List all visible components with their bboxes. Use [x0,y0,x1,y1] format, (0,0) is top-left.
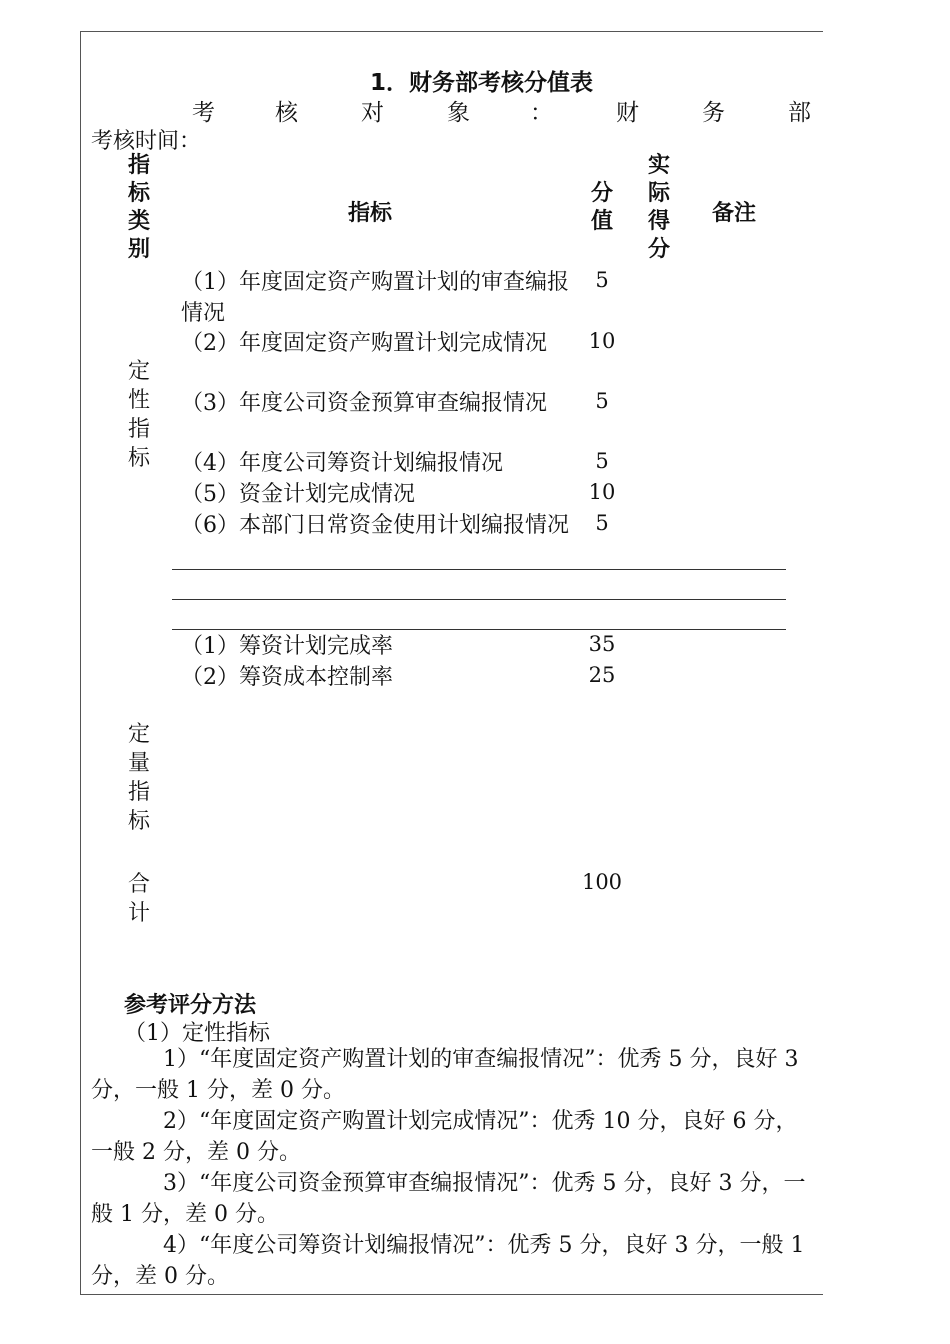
method-paragraph [91,1106,813,1168]
table-divider [172,599,786,600]
indicator-row: （3）年度公司资金预算审查编报情况 [181,391,547,416]
method-subheading: （1）定性指标 [124,1021,270,1046]
category-qualitative: 定性指标 [127,359,150,471]
page-title: 1．财务部考核分值表 [370,70,594,96]
subject-char: ： [530,100,553,126]
subject-char: 务 [702,100,725,126]
method-paragraph [91,1044,813,1106]
total-label: 合计 [127,872,150,926]
indicator-row: （1）年度固定资产购置计划的审查编报情况 [181,270,569,326]
method-paragraph-text: 1）“年度固定资产购置计划的审查编报情况”：优秀 5 分，良好 3 分，一般 1 分，差 0 分。 [91,1047,799,1103]
indicator-score: 5 [595,389,609,413]
subject-char: 象 [447,100,470,126]
header-actual-score: 实际得分 [647,153,670,262]
header-remark: 备注 [712,201,757,226]
method-paragraph [91,1230,813,1292]
subject-char: 部 [788,100,811,126]
indicator-score: 5 [595,449,609,473]
subject-char: 对 [361,100,384,126]
indicator-score: 10 [588,480,616,504]
method-paragraph [91,1168,813,1230]
header-score: 分值 [590,181,613,234]
indicator-score: 5 [595,268,609,292]
indicator-row: （6）本部门日常资金使用计划编报情况 [181,513,569,538]
method-paragraph-text: 2）“年度固定资产购置计划完成情况”：优秀 10 分，良好 6 分，一般 2 分，差 0 分。 [91,1109,798,1165]
category-quantitative: 定量指标 [127,722,150,834]
method-heading: 参考评分方法 [124,993,257,1018]
table-divider [172,629,786,630]
indicator-row: （4）年度公司筹资计划编报情况 [181,451,503,476]
indicator-score: 35 [588,632,616,656]
indicator-score: 25 [588,663,616,687]
method-paragraph-text: 3）“年度公司资金预算审查编报情况”：优秀 5 分，良好 3 分，一般 1 分，差 0 分。 [91,1171,806,1227]
indicator-score: 10 [588,329,616,353]
header-category: 指标类别 [127,153,150,262]
indicator-row: （5）资金计划完成情况 [181,482,415,507]
table-divider [172,569,786,570]
assessment-time-label: 考核时间： [91,129,202,154]
indicator-row: （2）筹资成本控制率 [181,665,393,690]
total-score: 100 [581,870,623,894]
header-indicator: 指标 [348,201,393,226]
method-paragraph-text: 4）“年度公司筹资计划编报情况”：优秀 5 分，良好 3 分，一般 1 分，差 0 分。 [91,1233,805,1289]
subject-char: 考 [192,100,215,126]
subject-char: 财 [616,100,639,126]
indicator-score: 5 [595,511,609,535]
indicator-row: （1）筹资计划完成率 [181,634,393,659]
indicator-row: （2）年度固定资产购置计划完成情况 [181,331,547,356]
subject-char: 核 [275,100,298,126]
